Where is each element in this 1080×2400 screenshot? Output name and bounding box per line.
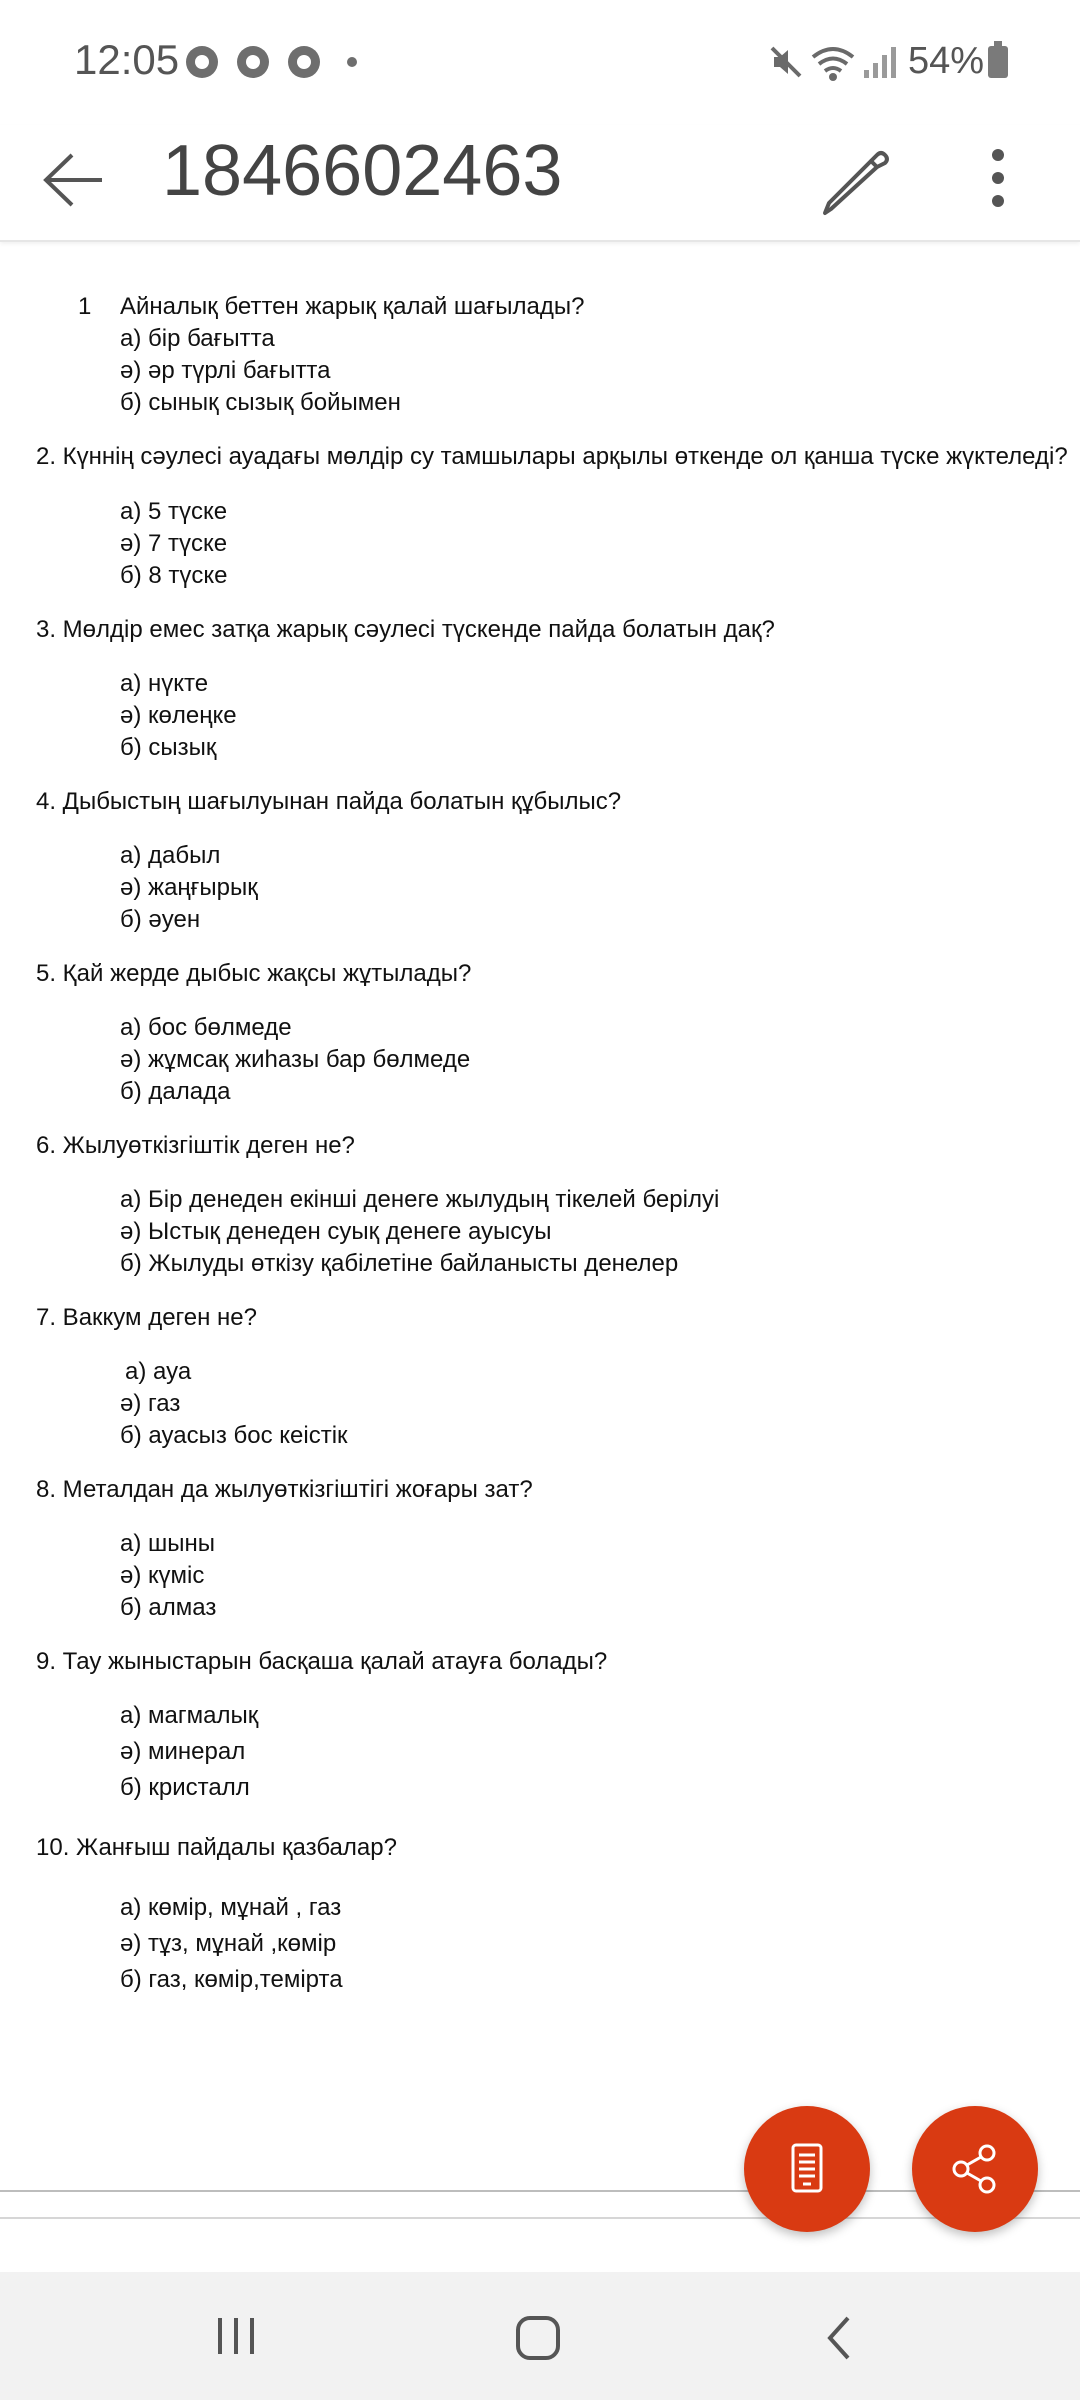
share-icon — [945, 2139, 1005, 2199]
notification-dot-icon — [347, 57, 357, 67]
question-7-option-b: ә) газ — [120, 1390, 181, 1417]
battery-icon — [988, 46, 1008, 78]
question-10-option-b: ә) тұз, мұнай ,көмір — [120, 1930, 337, 1957]
question-8-option-b: ә) күміс — [120, 1562, 205, 1589]
question-3: 3. Мөлдір емес затқа жарық сәулесі түскенде пайда болатын дақ? — [36, 616, 775, 643]
back-icon[interactable] — [820, 2314, 860, 2362]
question-6-option-b: ә) Ыстық денеден суық денеге ауысуы — [120, 1218, 552, 1245]
home-icon[interactable] — [514, 2314, 562, 2362]
question-5-option-b: ә) жұмсақ жиһазы бар бөлмеде — [120, 1046, 471, 1073]
question-2-option-a: а) 5 түске — [120, 498, 228, 525]
more-vert-icon[interactable] — [976, 133, 1020, 223]
question-9-option-b: ә) минерал — [120, 1738, 246, 1765]
question-10-option-a: а) көмір, мұнай , газ — [120, 1894, 342, 1921]
question-4-option-a: а) дабыл — [120, 842, 221, 869]
wifi-icon — [810, 44, 856, 84]
question-10: 10. Жанғыш пайдалы қазбалар? — [36, 1834, 397, 1861]
question-4: 4. Дыбыстың шағылуынан пайда болатын құбылыс? — [36, 788, 622, 815]
question-7: 7. Ваккум деген не? — [36, 1304, 258, 1331]
status-bar — [0, 0, 1080, 125]
question-1-number: 1 — [78, 293, 92, 320]
question-3-option-a: а) нүкте — [120, 670, 209, 697]
app-bar — [0, 125, 1080, 242]
question-2-option-c: б) 8 түске — [120, 562, 228, 589]
question-1-option-a: а) бір бағытта — [120, 325, 275, 352]
question-9: 9. Тау жыныстарын басқаша қалай атауға болады? — [36, 1648, 608, 1675]
chrome-icon — [186, 46, 218, 78]
question-1: Айналық беттен жарық қалай шағылады? — [120, 293, 585, 320]
question-8-option-a: а) шыны — [120, 1530, 216, 1557]
system-navigation-bar — [0, 2272, 1080, 2400]
chrome-icon — [237, 46, 269, 78]
share-button[interactable] — [912, 2106, 1038, 2232]
battery-percent: 54% — [908, 40, 985, 82]
question-9-option-c: б) кристалл — [120, 1774, 250, 1801]
question-3-option-b: ә) көлеңке — [120, 702, 237, 729]
question-9-option-a: а) магмалық — [120, 1702, 259, 1729]
question-7-option-a: а) ауа — [125, 1358, 192, 1385]
question-5-option-c: б) далада — [120, 1078, 231, 1105]
recents-icon[interactable] — [214, 2314, 258, 2358]
status-time: 12:05 — [74, 36, 180, 83]
question-8: 8. Металдан да жылуөткізгіштігі жоғары зат? — [36, 1476, 533, 1503]
question-1-option-b: ә) әр түрлі бағытта — [120, 357, 331, 384]
question-6: 6. Жылуөткізгіштік деген не? — [36, 1132, 355, 1159]
question-1-option-c: б) сынық сызық бойымен — [120, 389, 401, 416]
chrome-icon — [288, 46, 320, 78]
document-view-button[interactable] — [744, 2106, 870, 2232]
mute-icon — [768, 44, 804, 80]
question-6-option-c: б) Жылуды өткізу қабілетіне байланысты денелер — [120, 1250, 679, 1277]
question-5: 5. Қай жерде дыбыс жақсы жұтылады? — [36, 960, 472, 987]
question-2-option-b: ә) 7 түске — [120, 530, 228, 557]
question-5-option-a: а) бос бөлмеде — [120, 1014, 292, 1041]
question-7-option-c: б) ауасыз бос кеістік — [120, 1422, 348, 1449]
page-divider — [0, 2217, 1080, 2219]
back-arrow-icon[interactable] — [40, 135, 110, 225]
signal-icon — [862, 44, 898, 80]
question-6-option-a: а) Бір денеден екінші денеге жылудың тікелей берілуі — [120, 1186, 720, 1213]
document-view-icon — [777, 2139, 837, 2199]
edit-pencil-icon[interactable] — [815, 131, 891, 221]
question-3-option-c: б) сызық — [120, 734, 217, 761]
question-4-option-c: б) әуен — [120, 906, 201, 933]
document-view[interactable] — [0, 245, 1080, 2195]
question-10-option-c: б) газ, көмір,темірта — [120, 1966, 343, 1993]
page-title: 1846602463 — [162, 131, 563, 211]
question-8-option-c: б) алмаз — [120, 1594, 217, 1621]
question-2: 2. Күннің сәулесі ауадағы мөлдір су тамшылары арқылы өткенде ол қанша түске жүктеледі? — [36, 443, 1068, 470]
question-4-option-b: ә) жаңғырық — [120, 874, 258, 901]
